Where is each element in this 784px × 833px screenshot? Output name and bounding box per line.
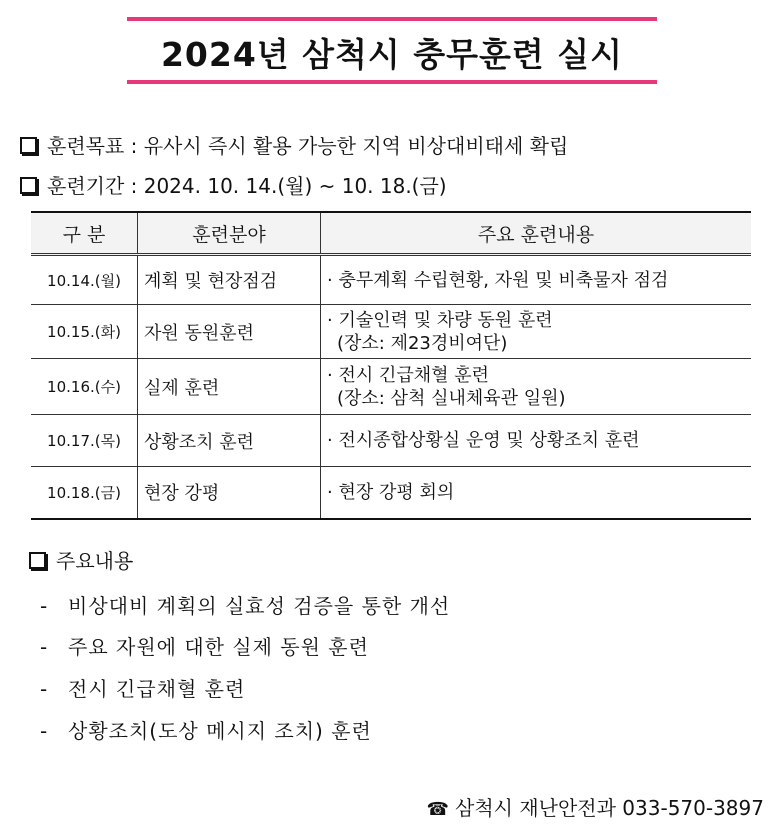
list-item-text: 주요 자원에 대한 실제 동원 훈련 (68, 635, 369, 659)
list-item (40, 631, 369, 660)
training-schedule-table (31, 211, 751, 520)
dash-bullet-icon: - (40, 719, 49, 743)
content-location: (장소: 제23경비여단) (337, 332, 508, 354)
page-title: 2024년 삼척시 충무훈련 실시 (160, 35, 624, 74)
title-bottom-rule (127, 80, 657, 84)
table-header-row (31, 212, 751, 255)
row-field: 자원 동원훈련 (138, 305, 321, 359)
header-content: 주요 훈련내용 (321, 212, 752, 255)
list-item (40, 673, 245, 702)
row-date: 10.18.(금) (31, 467, 138, 519)
goal-line: 훈련목표 : 유사시 즉시 활용 가능한 지역 비상대비태세 확립 (20, 130, 568, 159)
list-item (40, 715, 372, 744)
dash-bullet-icon: - (40, 594, 49, 618)
row-field: 상황조치 훈련 (138, 415, 321, 467)
row-date: 10.16.(수) (31, 359, 138, 415)
row-field: 현장 강평 (138, 467, 321, 519)
list-item-text: 비상대비 계획의 실효성 검증을 통한 개선 (68, 594, 451, 618)
main-content-heading (29, 545, 133, 574)
contact-footer (427, 792, 764, 821)
row-content (321, 255, 752, 305)
row-content (321, 359, 752, 415)
list-item-text: 전시 긴급채혈 훈련 (68, 677, 246, 701)
row-date: 10.14.(월) (31, 255, 138, 305)
dash-bullet-icon: - (40, 635, 49, 659)
table-row (31, 305, 751, 359)
checkbox-bullet-icon (20, 137, 37, 154)
table-row (31, 415, 751, 467)
list-item-text: 상황조치(도상 메시지 조치) 훈련 (68, 719, 372, 743)
main-content-label: 주요내용 (56, 549, 134, 573)
header-field: 훈련분야 (138, 212, 321, 255)
period-label: 훈련기간 (47, 174, 125, 198)
list-item (40, 590, 450, 619)
row-field: 실제 훈련 (138, 359, 321, 415)
contact-text: 삼척시 재난안전과 033-570-3897 (455, 796, 764, 820)
period-line: 훈련기간 : 2024. 10. 14.(월) ~ 10. 18.(금) (20, 170, 447, 199)
checkbox-bullet-icon (20, 177, 37, 194)
title-top-rule (127, 17, 657, 21)
title-banner (127, 17, 657, 85)
content-location: (장소: 삼척 실내체육관 일원) (337, 387, 566, 409)
content-line: · 충무계획 수립현황, 자원 및 비축물자 점검 (327, 269, 669, 291)
goal-text: 유사시 즉시 활용 가능한 지역 비상대비태세 확립 (143, 134, 569, 158)
content-line: · 전시종합상황실 운영 및 상황조치 훈련 (327, 430, 640, 451)
row-field: 계획 및 현장점검 (138, 255, 321, 305)
header-division: 구 분 (31, 212, 138, 255)
table-row (31, 255, 751, 305)
row-date: 10.15.(화) (31, 305, 138, 359)
phone-icon: ☎ (426, 799, 450, 820)
table-row (31, 359, 751, 415)
content-line: · 전시 긴급채혈 훈련 (327, 364, 489, 386)
row-content (321, 467, 752, 519)
content-line: · 기술인력 및 차량 동원 훈련 (327, 309, 553, 331)
goal-label: 훈련목표 (47, 134, 125, 158)
content-line: · 현장 강평 회의 (327, 481, 455, 503)
row-content (321, 305, 752, 359)
period-text: 2024. 10. 14.(월) ~ 10. 18.(금) (143, 174, 447, 198)
dash-bullet-icon: - (40, 677, 49, 701)
table-row (31, 467, 751, 519)
checkbox-bullet-icon (29, 552, 46, 569)
row-date: 10.17.(목) (31, 415, 138, 467)
row-content (321, 415, 752, 467)
